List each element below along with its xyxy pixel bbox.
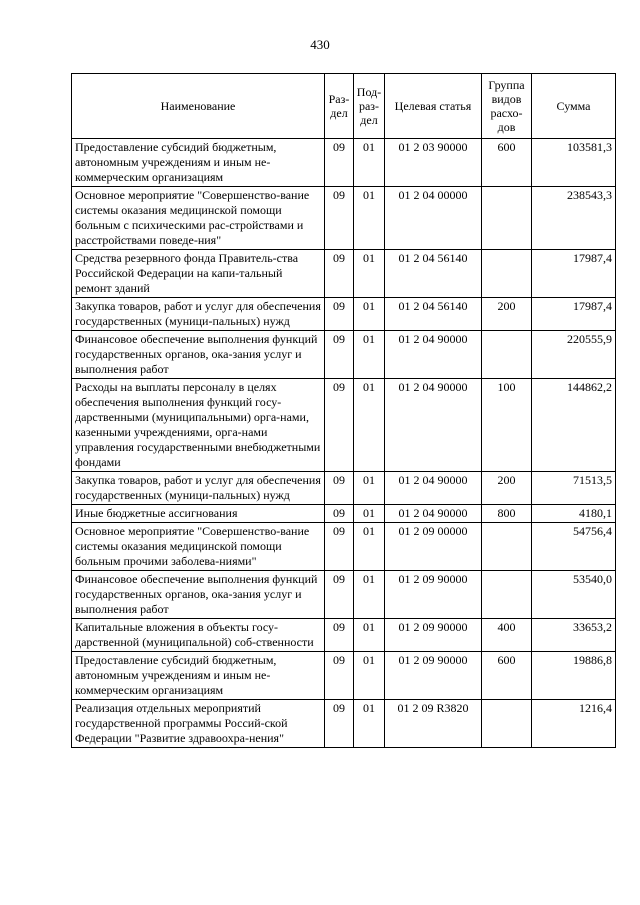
table-row — [72, 298, 616, 331]
cell-target: 01 2 04 56140 — [385, 298, 482, 331]
header-name: Наименование — [72, 74, 325, 139]
cell-subsection: 01 — [354, 331, 385, 379]
table-row — [72, 505, 616, 523]
cell-target: 01 2 09 90000 — [385, 652, 482, 700]
header-sum: Сумма — [532, 74, 616, 139]
cell-sum: 1216,4 — [532, 700, 616, 748]
table-row — [72, 523, 616, 571]
cell-subsection: 01 — [354, 652, 385, 700]
header-subsection: Под-раз-дел — [354, 74, 385, 139]
header-expense-group: Группа видов расхо-дов — [482, 74, 532, 139]
cell-section: 09 — [325, 619, 354, 652]
cell-sum: 238543,3 — [532, 187, 616, 250]
budget-table — [71, 73, 616, 748]
cell-target: 01 2 09 R3820 — [385, 700, 482, 748]
cell-subsection: 01 — [354, 472, 385, 505]
table-row — [72, 250, 616, 298]
cell-expense-group: 200 — [482, 472, 532, 505]
cell-section: 09 — [325, 700, 354, 748]
cell-subsection: 01 — [354, 505, 385, 523]
cell-sum: 71513,5 — [532, 472, 616, 505]
cell-name: Закупка товаров, работ и услуг для обеспечения государственных (муници-пальных) нужд — [72, 472, 325, 505]
cell-target: 01 2 09 90000 — [385, 571, 482, 619]
table-header-row — [72, 74, 616, 139]
header-section: Раз-дел — [325, 74, 354, 139]
cell-target: 01 2 09 90000 — [385, 619, 482, 652]
cell-expense-group: 600 — [482, 139, 532, 187]
table-row — [72, 619, 616, 652]
cell-expense-group: 600 — [482, 652, 532, 700]
cell-subsection: 01 — [354, 571, 385, 619]
cell-sum: 4180,1 — [532, 505, 616, 523]
table-row — [72, 331, 616, 379]
cell-subsection: 01 — [354, 139, 385, 187]
cell-name: Расходы на выплаты персоналу в целях обеспечения выполнения функций госу-дарственными (муниципальными) орга-нами, казенными учреждениями, орга-нами управления государственными внебюджетными фондами — [72, 379, 325, 472]
cell-target: 01 2 04 90000 — [385, 379, 482, 472]
cell-name: Капитальные вложения в объекты госу-дарственной (муниципальной) соб-ственности — [72, 619, 325, 652]
cell-expense-group — [482, 187, 532, 250]
cell-section: 09 — [325, 331, 354, 379]
cell-name: Реализация отдельных мероприятий государственной программы Россий-ской Федерации "Развитие здравоохра-нения" — [72, 700, 325, 748]
table-row — [72, 139, 616, 187]
cell-target: 01 2 09 00000 — [385, 523, 482, 571]
cell-sum: 19886,8 — [532, 652, 616, 700]
cell-target: 01 2 04 90000 — [385, 472, 482, 505]
header-target: Целевая статья — [385, 74, 482, 139]
cell-subsection: 01 — [354, 298, 385, 331]
cell-expense-group: 800 — [482, 505, 532, 523]
table-row — [72, 700, 616, 748]
cell-section: 09 — [325, 652, 354, 700]
cell-sum: 17987,4 — [532, 250, 616, 298]
cell-expense-group — [482, 571, 532, 619]
cell-section: 09 — [325, 472, 354, 505]
cell-sum: 33653,2 — [532, 619, 616, 652]
cell-target: 01 2 04 90000 — [385, 505, 482, 523]
cell-name: Финансовое обеспечение выполнения функций государственных органов, ока-зания услуг и выполнения работ — [72, 331, 325, 379]
table-row — [72, 472, 616, 505]
cell-sum: 220555,9 — [532, 331, 616, 379]
cell-expense-group — [482, 700, 532, 748]
cell-expense-group — [482, 523, 532, 571]
cell-name: Закупка товаров, работ и услуг для обеспечения государственных (муници-пальных) нужд — [72, 298, 325, 331]
cell-subsection: 01 — [354, 250, 385, 298]
cell-target: 01 2 04 00000 — [385, 187, 482, 250]
cell-subsection: 01 — [354, 619, 385, 652]
cell-section: 09 — [325, 187, 354, 250]
cell-name: Основное мероприятие "Совершенство-вание системы оказания медицинской помощи больным с психическими рас-стройствами и расстройствами поведе-ния" — [72, 187, 325, 250]
table-row — [72, 571, 616, 619]
table-row — [72, 652, 616, 700]
cell-sum: 54756,4 — [532, 523, 616, 571]
cell-sum: 103581,3 — [532, 139, 616, 187]
cell-expense-group: 100 — [482, 379, 532, 472]
cell-target: 01 2 03 90000 — [385, 139, 482, 187]
cell-subsection: 01 — [354, 379, 385, 472]
cell-name: Предоставление субсидий бюджетным, автономным учреждениям и иным не-коммерческим организациям — [72, 652, 325, 700]
cell-target: 01 2 04 56140 — [385, 250, 482, 298]
table-row — [72, 379, 616, 472]
cell-subsection: 01 — [354, 700, 385, 748]
cell-section: 09 — [325, 523, 354, 571]
cell-expense-group: 200 — [482, 298, 532, 331]
cell-name: Иные бюджетные ассигнования — [72, 505, 325, 523]
cell-name: Финансовое обеспечение выполнения функций государственных органов, ока-зания услуг и выполнения работ — [72, 571, 325, 619]
cell-target: 01 2 04 90000 — [385, 331, 482, 379]
cell-name: Предоставление субсидий бюджетным, автономным учреждениям и иным не-коммерческим организациям — [72, 139, 325, 187]
cell-section: 09 — [325, 298, 354, 331]
cell-section: 09 — [325, 139, 354, 187]
cell-expense-group — [482, 331, 532, 379]
cell-subsection: 01 — [354, 187, 385, 250]
page-number: 430 — [310, 37, 330, 52]
cell-subsection: 01 — [354, 523, 385, 571]
cell-sum: 144862,2 — [532, 379, 616, 472]
cell-expense-group: 400 — [482, 619, 532, 652]
cell-section: 09 — [325, 505, 354, 523]
table-row — [72, 187, 616, 250]
cell-section: 09 — [325, 250, 354, 298]
cell-sum: 17987,4 — [532, 298, 616, 331]
cell-section: 09 — [325, 571, 354, 619]
cell-sum: 53540,0 — [532, 571, 616, 619]
cell-name: Основное мероприятие "Совершенство-вание системы оказания медицинской помощи больным прочими заболева-ниями" — [72, 523, 325, 571]
cell-expense-group — [482, 250, 532, 298]
cell-name: Средства резервного фонда Правитель-ства Российской Федерации на капи-тальный ремонт зданий — [72, 250, 325, 298]
cell-section: 09 — [325, 379, 354, 472]
